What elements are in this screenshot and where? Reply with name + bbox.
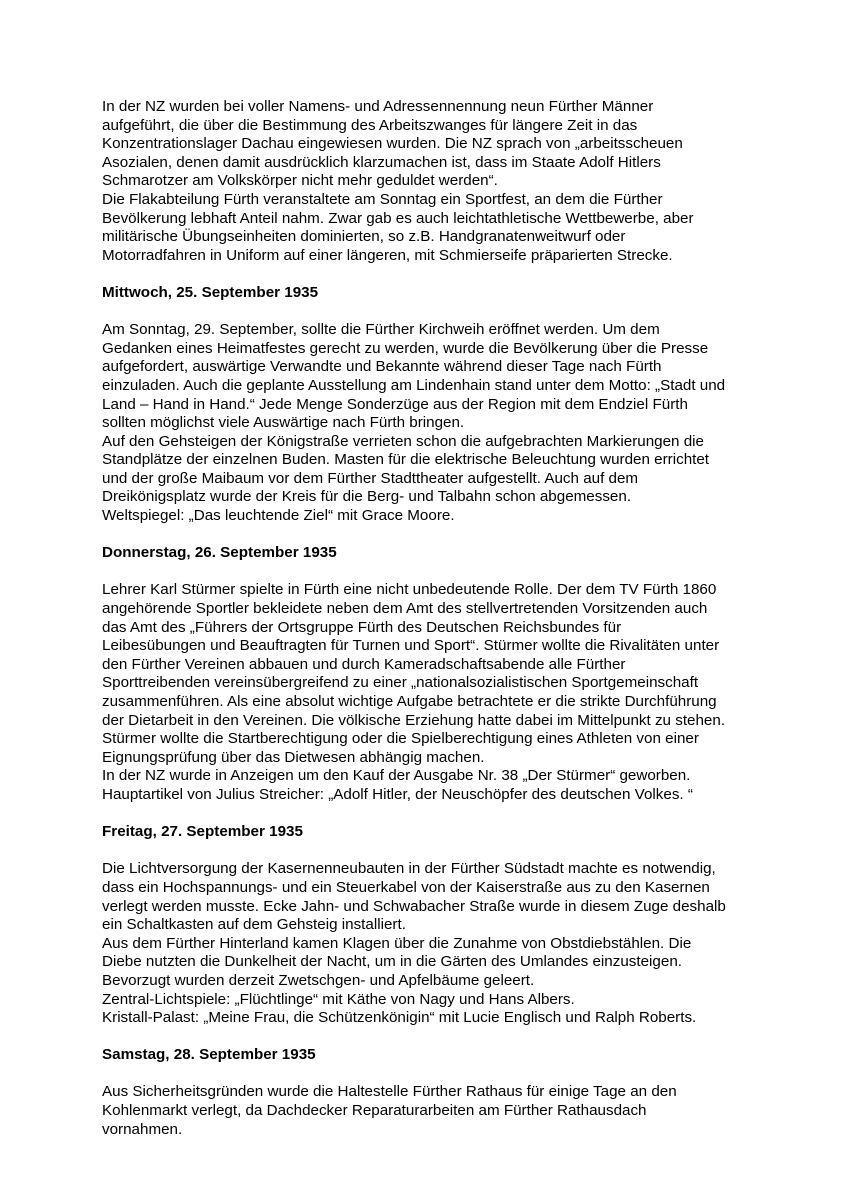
paragraph-haltestelle [102, 1083, 822, 1139]
section-heading-freitag: Freitag, 27. September 1935 [102, 823, 303, 841]
paragraph-stuermer-anzeige [102, 767, 822, 804]
text-line: einzuladen. Auch die geplante Ausstellung am Lindenhain stand unter dem Motto: „Stadt und [102, 376, 726, 394]
section-heading-samstag: Samstag, 28. September 1935 [102, 1046, 316, 1064]
paragraph-weltspiegel [102, 507, 822, 526]
text-line: Lehrer Karl Stürmer spielte in Fürth eine nicht unbedeutende Rolle. Der dem TV Fürth 1860 [102, 581, 717, 599]
text-line: In der NZ wurden bei voller Namens- und Adressennennung neun Fürther Männer [102, 98, 654, 115]
text-line: Hauptartikel von Julius Streicher: „Adolf Hitler, der Neuschöpfer des deutschen Volkes. “ [102, 785, 693, 803]
text-line: das Amt des „Führers der Ortsgruppe Fürth des Deutschen Reichsbundes für [102, 618, 622, 636]
text-line: Bevölkerung lebhaft Anteil nahm. Zwar gab es auch leichtathletische Wettbewerbe, aber [102, 209, 694, 227]
text-line: Standplätze der einzelnen Buden. Masten für die elektrische Beleuchtung wurden errichtet [102, 451, 710, 469]
text-line: Sporttreibenden vereinsübergreifend zu einer „nationalsozialistischen Sportgemeinschaft [102, 674, 699, 692]
text-line: Weltspiegel: „Das leuchtende Ziel“ mit Grace Moore. [102, 507, 455, 525]
text-line: Land – Hand in Hand.“ Jede Menge Sonderzüge aus der Region mit dem Endziel Fürth [102, 395, 688, 413]
text-line: Schmarotzer am Volkskörper nicht mehr geduldet werden“. [102, 172, 498, 190]
paragraph-kristall-palast [102, 1009, 822, 1028]
text-line: In der NZ wurde in Anzeigen um den Kauf der Ausgabe Nr. 38 „Der Stürmer“ geworben. [102, 767, 691, 785]
text-line: Motorradfahren in Uniform auf einer längeren, mit Schmierseife präparierten Strecke. [102, 246, 673, 264]
paragraph-zentral-lichtspiele [102, 991, 822, 1010]
text-line: ein Schaltkasten auf dem Gehsteig installiert. [102, 916, 406, 934]
text-line: Eignungsprüfung über das Dietwesen abhängig machen. [102, 748, 485, 766]
text-line: den Fürther Vereinen abbauen und durch Kameradschaftsabende alle Fürther [102, 655, 626, 673]
text-line: Asozialen, denen damit ausdrücklich klarzumachen ist, dass im Staate Adolf Hitlers [102, 153, 661, 171]
paragraph-lichtversorgung [102, 860, 822, 934]
text-line: Dreikönigsplatz wurde der Kreis für die Berg- und Talbahn schon abgemessen. [102, 488, 632, 506]
paragraph-koenigstrasse [102, 433, 822, 507]
paragraph-kirchweih [102, 321, 822, 433]
text-line: der Dietarbeit in den Vereinen. Die völkische Erziehung hatte dabei im Mittelpunkt zu stehen. [102, 711, 726, 729]
text-line: Kristall-Palast: „Meine Frau, die Schützenkönigin“ mit Lucie Englisch und Ralph Roberts. [102, 1009, 697, 1027]
section-heading-mittwoch: Mittwoch, 25. September 1935 [102, 283, 319, 301]
text-line: Gedanken eines Heimatfestes gerecht zu werden, wurde die Bevölkerung über die Presse [102, 339, 709, 357]
intro-paragraph-nz-dachau [102, 98, 822, 191]
text-line: und der große Maibaum vor dem Fürther Stadttheater aufgestellt. Auch auf dem [102, 469, 639, 487]
text-line: Die Lichtversorgung der Kasernenneubauten in der Fürther Südstadt machte es notwendig, [102, 860, 716, 878]
text-line: dass ein Hochspannungs- und ein Steuerkabel von der Kaiserstraße aus zu den Kasernen [102, 878, 710, 896]
text-line: Diebe nutzten die Dunkelheit der Nacht, um in die Gärten des Umlandes einzusteigen. [102, 953, 682, 971]
text-line: Konzentrationslager Dachau eingewiesen wurden. Die NZ sprach von „arbeitsscheuen [102, 135, 683, 153]
text-line: verlegt werden musste. Ecke Jahn- und Schwabacher Straße wurde in diesem Zuge deshalb [102, 897, 726, 915]
text-line: Bevorzugt wurden derzeit Zwetschgen- und Apfelbäume geleert. [102, 971, 535, 989]
text-line: zusammenführen. Als eine absolut wichtige Aufgabe betrachtete er die strikte Durchführung [102, 693, 717, 710]
paragraph-stuermer [102, 581, 822, 767]
text-line: angehörende Sportler bekleidete neben dem Amt des stellvertretenden Vorsitzenden auch [102, 600, 708, 618]
text-line: vornahmen. [102, 1120, 183, 1138]
intro-paragraph-flakabteilung [102, 191, 822, 265]
text-line: Stürmer wollte die Startberechtigung oder die Spielberechtigung eines Athleten von einer [102, 730, 699, 748]
text-line: Am Sonntag, 29. September, sollte die Fürther Kirchweih eröffnet werden. Um dem [102, 321, 660, 339]
text-line: militärische Übungseinheiten dominierten, so z.B. Handgranatenweitwurf oder [102, 228, 626, 246]
section-heading-donnerstag: Donnerstag, 26. September 1935 [102, 544, 337, 562]
text-line: sollten möglichst viele Auswärtige nach Fürth bringen. [102, 414, 465, 432]
text-line: Zentral-Lichtspiele: „Flüchtlinge“ mit Käthe von Nagy und Hans Albers. [102, 990, 575, 1008]
text-line: aufgeführt, die über die Bestimmung des Arbeitszwanges für längere Zeit in das [102, 116, 638, 134]
document-page [102, 98, 822, 1139]
text-line: Aus dem Fürther Hinterland kamen Klagen über die Zunahme von Obstdiebstählen. Die [102, 934, 692, 952]
text-line: Aus Sicherheitsgründen wurde die Haltestelle Fürther Rathaus für einige Tage an den [102, 1083, 677, 1101]
text-line: Leibesübungen und Beauftragten für Turnen und Sport“. Stürmer wollte die Rivalitäten unter [102, 637, 720, 655]
text-line: Auf den Gehsteigen der Königstraße verrieten schon die aufgebrachten Markierungen die [102, 432, 704, 450]
text-line: aufgefordert, auswärtige Verwandte und Bekannte während dieser Tage nach Fürth [102, 358, 662, 376]
text-line: Kohlenmarkt verlegt, da Dachdecker Reparaturarbeiten am Fürther Rathausdach [102, 1102, 647, 1120]
paragraph-obstdiebstahl [102, 935, 822, 991]
text-line: Die Flakabteilung Fürth veranstaltete am Sonntag ein Sportfest, an dem die Fürther [102, 190, 663, 208]
